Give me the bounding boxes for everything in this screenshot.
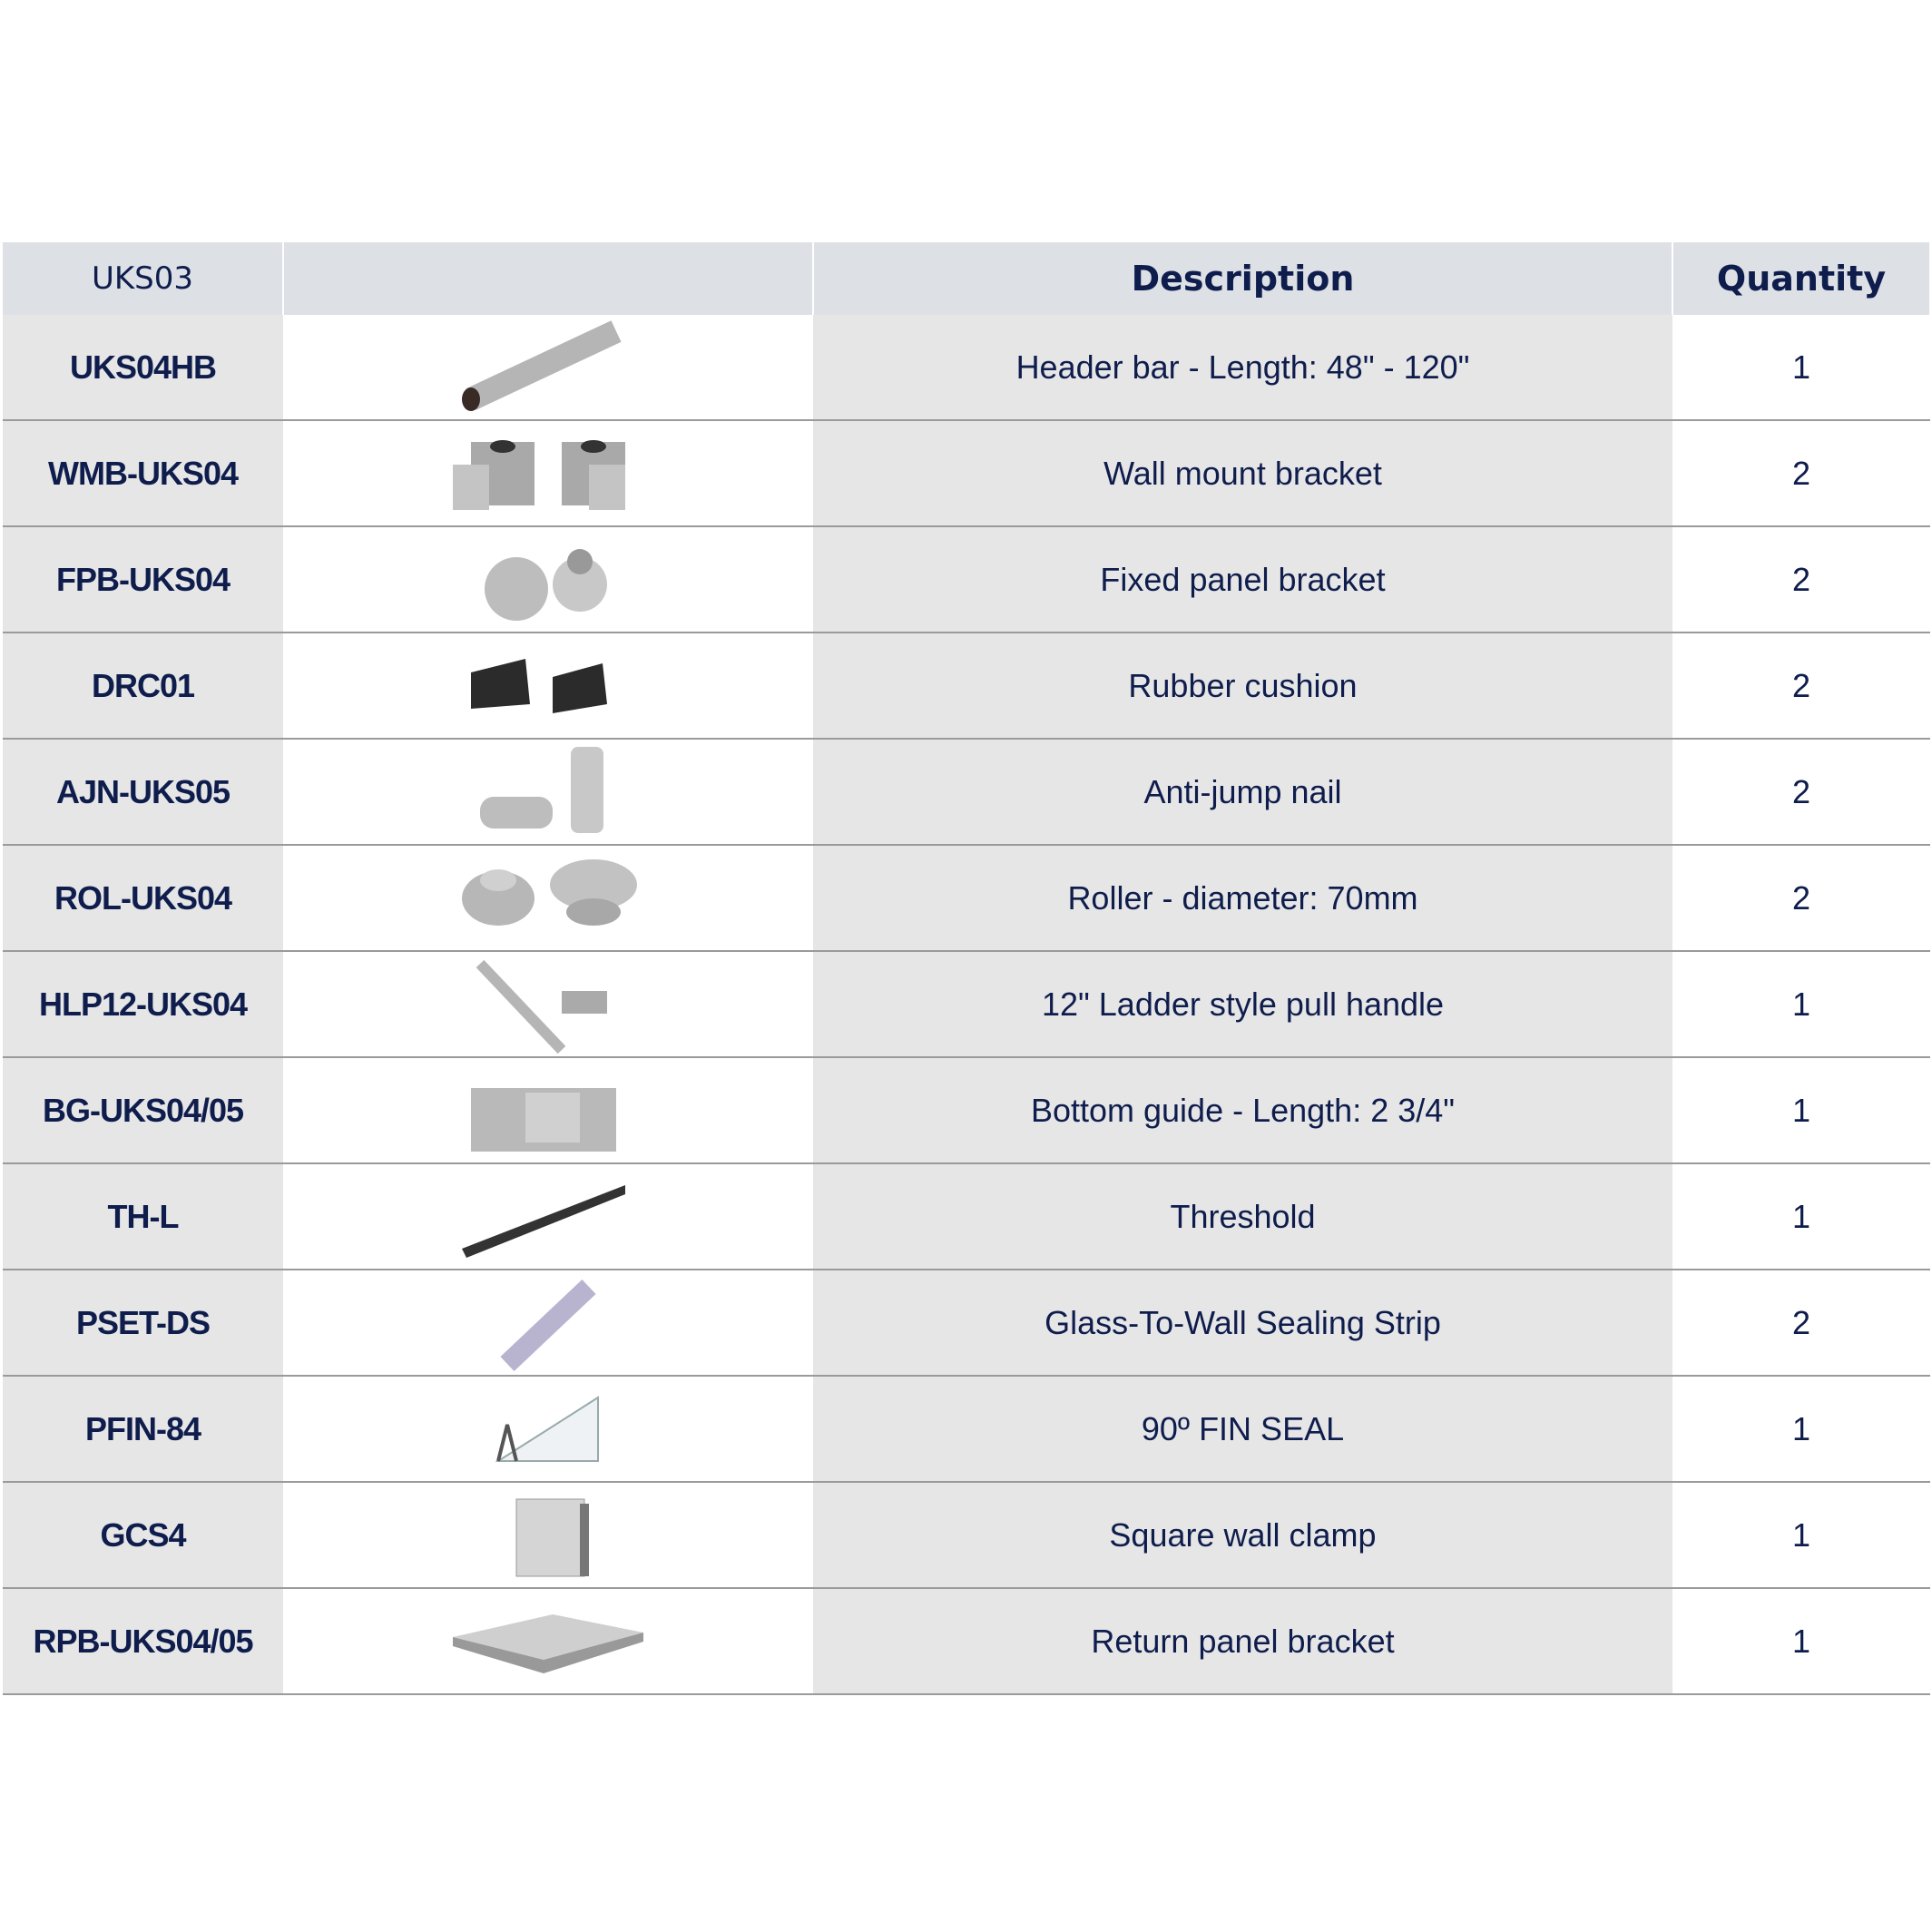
table-row bbox=[3, 1163, 1930, 1270]
table-row bbox=[3, 1270, 1930, 1376]
part-description: Anti-jump nail bbox=[813, 739, 1672, 845]
part-image bbox=[283, 739, 813, 845]
part-code: ROL-UKS04 bbox=[3, 845, 283, 951]
part-description: Return panel bracket bbox=[813, 1588, 1672, 1694]
part-description: Threshold bbox=[813, 1163, 1672, 1270]
part-quantity: 2 bbox=[1672, 1270, 1930, 1376]
part-quantity: 1 bbox=[1672, 1376, 1930, 1482]
part-description: Glass-To-Wall Sealing Strip bbox=[813, 1270, 1672, 1376]
part-image bbox=[283, 951, 813, 1057]
part-description: Fixed panel bracket bbox=[813, 526, 1672, 633]
part-description: Rubber cushion bbox=[813, 633, 1672, 739]
header-code: UKS03 bbox=[3, 242, 283, 315]
threshold-icon bbox=[444, 1167, 652, 1267]
rubber-cushion-icon bbox=[444, 636, 652, 736]
part-image bbox=[283, 845, 813, 951]
wall-mount-bracket-icon bbox=[444, 424, 652, 524]
fin-seal-icon bbox=[444, 1379, 652, 1479]
part-code: PSET-DS bbox=[3, 1270, 283, 1376]
part-code: GCS4 bbox=[3, 1482, 283, 1588]
part-description: 90º FIN SEAL bbox=[813, 1376, 1672, 1482]
part-image bbox=[283, 526, 813, 633]
part-image bbox=[283, 1163, 813, 1270]
table-row bbox=[3, 739, 1930, 845]
part-code: BG-UKS04/05 bbox=[3, 1057, 283, 1163]
part-description: Header bar - Length: 48" - 120" bbox=[813, 315, 1672, 420]
part-code: TH-L bbox=[3, 1163, 283, 1270]
part-image bbox=[283, 1057, 813, 1163]
table-row bbox=[3, 1482, 1930, 1588]
header-quantity: Quantity bbox=[1672, 242, 1930, 315]
part-quantity: 2 bbox=[1672, 633, 1930, 739]
header-description: Description bbox=[813, 242, 1672, 315]
square-wall-clamp-icon bbox=[444, 1486, 652, 1585]
table-row bbox=[3, 633, 1930, 739]
sealing-strip-icon bbox=[444, 1273, 652, 1373]
table-row bbox=[3, 1376, 1930, 1482]
table-header bbox=[3, 242, 1930, 315]
part-image bbox=[283, 1588, 813, 1694]
part-image bbox=[283, 420, 813, 526]
part-description: 12" Ladder style pull handle bbox=[813, 951, 1672, 1057]
table-row bbox=[3, 1588, 1930, 1694]
header-image bbox=[283, 242, 813, 315]
part-quantity: 1 bbox=[1672, 1482, 1930, 1588]
part-code: HLP12-UKS04 bbox=[3, 951, 283, 1057]
part-description: Bottom guide - Length: 2 3/4" bbox=[813, 1057, 1672, 1163]
anti-jump-nail-icon bbox=[444, 742, 652, 842]
table-row bbox=[3, 420, 1930, 526]
part-quantity: 1 bbox=[1672, 1163, 1930, 1270]
part-quantity: 1 bbox=[1672, 1057, 1930, 1163]
return-panel-bracket-icon bbox=[444, 1592, 652, 1692]
part-image bbox=[283, 1270, 813, 1376]
part-code: WMB-UKS04 bbox=[3, 420, 283, 526]
header-bar-icon bbox=[444, 318, 652, 417]
part-image bbox=[283, 1376, 813, 1482]
part-image bbox=[283, 633, 813, 739]
parts-table bbox=[3, 242, 1931, 1695]
part-code: AJN-UKS05 bbox=[3, 739, 283, 845]
part-quantity: 1 bbox=[1672, 315, 1930, 420]
part-quantity: 1 bbox=[1672, 1588, 1930, 1694]
table-row bbox=[3, 1057, 1930, 1163]
fixed-panel-bracket-icon bbox=[444, 530, 652, 630]
part-code: FPB-UKS04 bbox=[3, 526, 283, 633]
table-row bbox=[3, 526, 1930, 633]
part-description: Roller - diameter: 70mm bbox=[813, 845, 1672, 951]
pull-handle-icon bbox=[444, 955, 652, 1054]
part-description: Wall mount bracket bbox=[813, 420, 1672, 526]
part-code: PFIN-84 bbox=[3, 1376, 283, 1482]
part-code: DRC01 bbox=[3, 633, 283, 739]
part-quantity: 2 bbox=[1672, 739, 1930, 845]
part-quantity: 1 bbox=[1672, 951, 1930, 1057]
roller-icon bbox=[444, 848, 652, 948]
part-code: RPB-UKS04/05 bbox=[3, 1588, 283, 1694]
part-description: Square wall clamp bbox=[813, 1482, 1672, 1588]
part-image bbox=[283, 315, 813, 420]
part-quantity: 2 bbox=[1672, 526, 1930, 633]
bottom-guide-icon bbox=[444, 1061, 652, 1161]
part-quantity: 2 bbox=[1672, 845, 1930, 951]
part-code: UKS04HB bbox=[3, 315, 283, 420]
part-image bbox=[283, 1482, 813, 1588]
table-row bbox=[3, 845, 1930, 951]
table-row bbox=[3, 951, 1930, 1057]
part-quantity: 2 bbox=[1672, 420, 1930, 526]
table-row bbox=[3, 315, 1930, 420]
